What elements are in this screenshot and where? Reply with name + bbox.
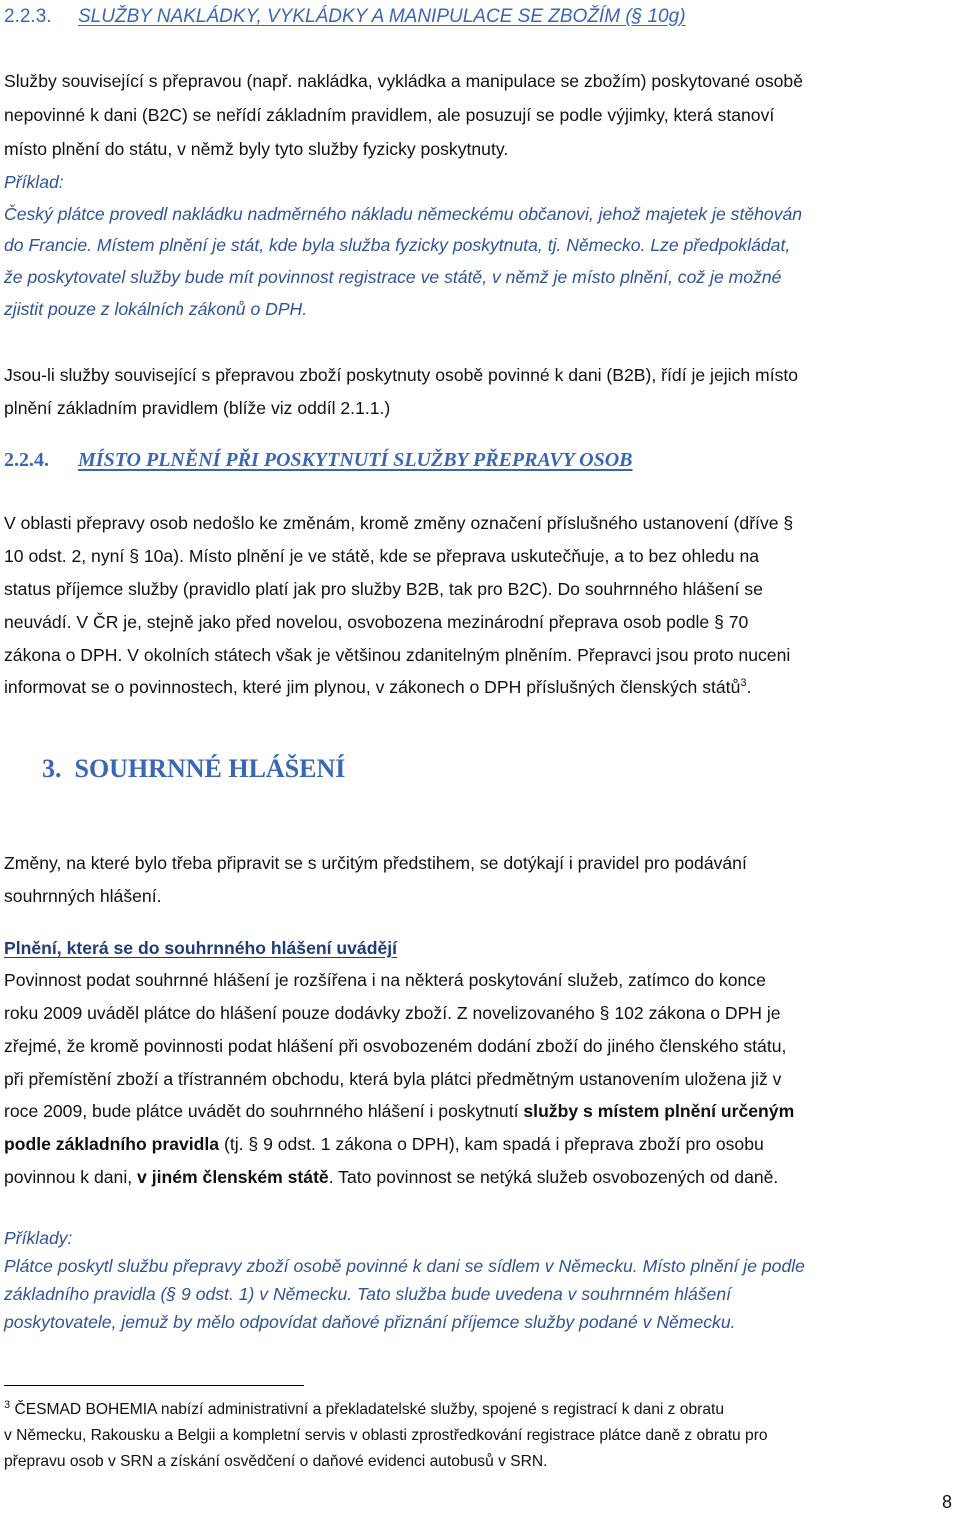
paragraph-line: zřejmé, že kromě povinnosti podat hlášení při osvobozeném dodání zboží do jiného členského státu,	[4, 1036, 787, 1056]
example-line: Plátce poskytl službu přepravy zboží osobě povinné k dani se sídlem v Německu. Místo plnění je podle	[4, 1256, 805, 1276]
paragraph-line: místo plnění do státu, v němž byly tyto služby fyzicky poskytnuty.	[4, 139, 509, 159]
chapter-heading	[42, 754, 346, 783]
section-number: 2.2.3.	[4, 6, 52, 27]
paragraph-line: nepovinné k dani (B2C) se neřídí základním pravidlem, ale posuzují se podle výjimky, která stanoví	[4, 105, 775, 125]
paragraph-line: roku 2009 uváděl plátce do hlášení pouze dodávky zboží. Z novelizovaného § 102 zákona o DPH je	[4, 1003, 781, 1023]
paragraph-line	[4, 1166, 778, 1188]
subsection-heading: Plnění, která se do souhrnného hlášení uvádějí	[4, 938, 398, 958]
paragraph-text: roce 2009, bude plátce uvádět do souhrnného hlášení i poskytnutí	[4, 1101, 519, 1121]
chapter-number: 3.	[42, 754, 62, 783]
paragraph-line: Služby související s přepravou (např. nakládka, vykládka a manipulace se zbožím) poskytované osobě	[4, 71, 803, 91]
section-title: SLUŽBY NAKLÁDKY, VYKLÁDKY A MANIPULACE SE ZBOŽÍM (§ 10g)	[78, 6, 686, 27]
footnote-line: přepravu osob v SRN a získání osvědčení o daňové evidenci autobusů v SRN.	[4, 1453, 548, 1470]
paragraph-line	[4, 1100, 794, 1122]
paragraph-line: Povinnost podat souhrnné hlášení je rozšířena i na některá poskytování služeb, zatímco do konce	[4, 970, 766, 990]
bold-phrase: podle základního pravidla	[4, 1134, 220, 1154]
example-line: základního pravidla (§ 9 odst. 1) v Německu. Tato služba bude uvedena v souhrnném hlášení	[4, 1284, 731, 1304]
paragraph-text: . Tato povinnost se netýká služeb osvobozených od daně.	[328, 1167, 779, 1187]
paragraph-line	[4, 1133, 764, 1155]
section-title: MÍSTO PLNĚNÍ PŘI POSKYTNUTÍ SLUŽBY PŘEPRAVY OSOB	[78, 449, 633, 471]
paragraph-line: při přemístění zboží a třístranném obchodu, která byla plátci předmětným ustanovením uložena již v	[4, 1069, 782, 1089]
paragraph-line: informovat se o povinnostech, které jim plynou, v zákonech o DPH příslušných členských států$^3$.	[4, 677, 752, 697]
example-line: do Francie. Místem plnění je stát, kde byla služba fyzicky poskytnuta, tj. Německo. Lze předpokládat,	[4, 235, 791, 255]
paragraph-line: V oblasti přepravy osob nedošlo ke změnám, kromě změny označení příslušného ustanovení (dříve §	[4, 513, 794, 533]
page-number: 8	[941, 1492, 952, 1512]
paragraph-line: 10 odst. 2, nyní § 10a). Místo plnění je ve státě, kde se přeprava uskutečňuje, a to bez ohledu na	[4, 546, 760, 566]
paragraph-text: informovat se o povinnostech, které jim plynou, v zákonech o DPH příslušných členských států	[4, 677, 741, 697]
footnote-line: v Německu, Rakousku a Belgii a kompletní servis v oblasti zprostředkování registrace plátce daně z obratu pro	[4, 1427, 768, 1444]
footnote-line	[4, 1400, 724, 1420]
bold-phrase: v jiném členském státě	[137, 1167, 329, 1187]
paragraph-line: plnění základním pravidlem (blíže viz oddíl 2.1.1.)	[4, 398, 391, 418]
footnote-mark: 3	[4, 1398, 11, 1411]
paragraph-line: zákona o DPH. V okolních státech však je většinou zdanitelným plněním. Přepravci jsou proto nuceni	[4, 645, 791, 665]
footnote-text: ČESMAD BOHEMIA nabízí administrativní a překladatelské služby, spojené s registrací k dani z obratu	[14, 1401, 725, 1418]
example-line: poskytovatele, jemuž by mělo odpovídat daňové přiznání příjemce služby podané v Německu.	[4, 1312, 736, 1332]
section-heading-2-2-3	[4, 6, 686, 28]
example-line: Český plátce provedl nakládku nadměrného nákladu německému občanovi, jehož majetek je stěhován	[4, 204, 803, 224]
footnote-separator	[4, 1385, 304, 1386]
paragraph-line: status příjemce služby (pravidlo platí jak pro služby B2B, tak pro B2C). Do souhrnného hlášení se	[4, 579, 763, 599]
paragraph-line: Změny, na které bylo třeba připravit se s určitým předstihem, se dotýkají i pravidel pro podávání	[4, 853, 747, 873]
examples-label: Příklady:	[4, 1228, 73, 1248]
section-number: 2.2.4.	[4, 449, 49, 471]
paragraph-text: povinnou k dani,	[4, 1167, 133, 1187]
example-label: Příklad:	[4, 172, 64, 192]
example-line: zjistit pouze z lokálních zákonů o DPH.	[4, 299, 308, 319]
paragraph-line: Jsou-li služby související s přepravou zboží poskytnuty osobě povinné k dani (B2B), řídí je jejich místo	[4, 365, 799, 385]
bold-phrase: služby s místem plnění určeným	[523, 1101, 795, 1121]
paragraph-line: souhrnných hlášení.	[4, 886, 162, 906]
paragraph-line: neuvádí. V ČR je, stejně jako před novelou, osvobozena mezinárodní přeprava osob podle § 70	[4, 612, 749, 632]
section-heading-2-2-4	[4, 449, 633, 471]
footnote-ref[interactable]: 3	[740, 677, 747, 690]
chapter-title: SOUHRNNÉ HLÁŠENÍ	[74, 754, 346, 783]
paragraph-text: (tj. § 9 odst. 1 zákona o DPH), kam spadá i přeprava zboží pro osobu	[223, 1134, 764, 1154]
example-line: že poskytovatel služby bude mít povinnost registrace ve státě, v němž je místo plnění, což je možné	[4, 267, 782, 287]
